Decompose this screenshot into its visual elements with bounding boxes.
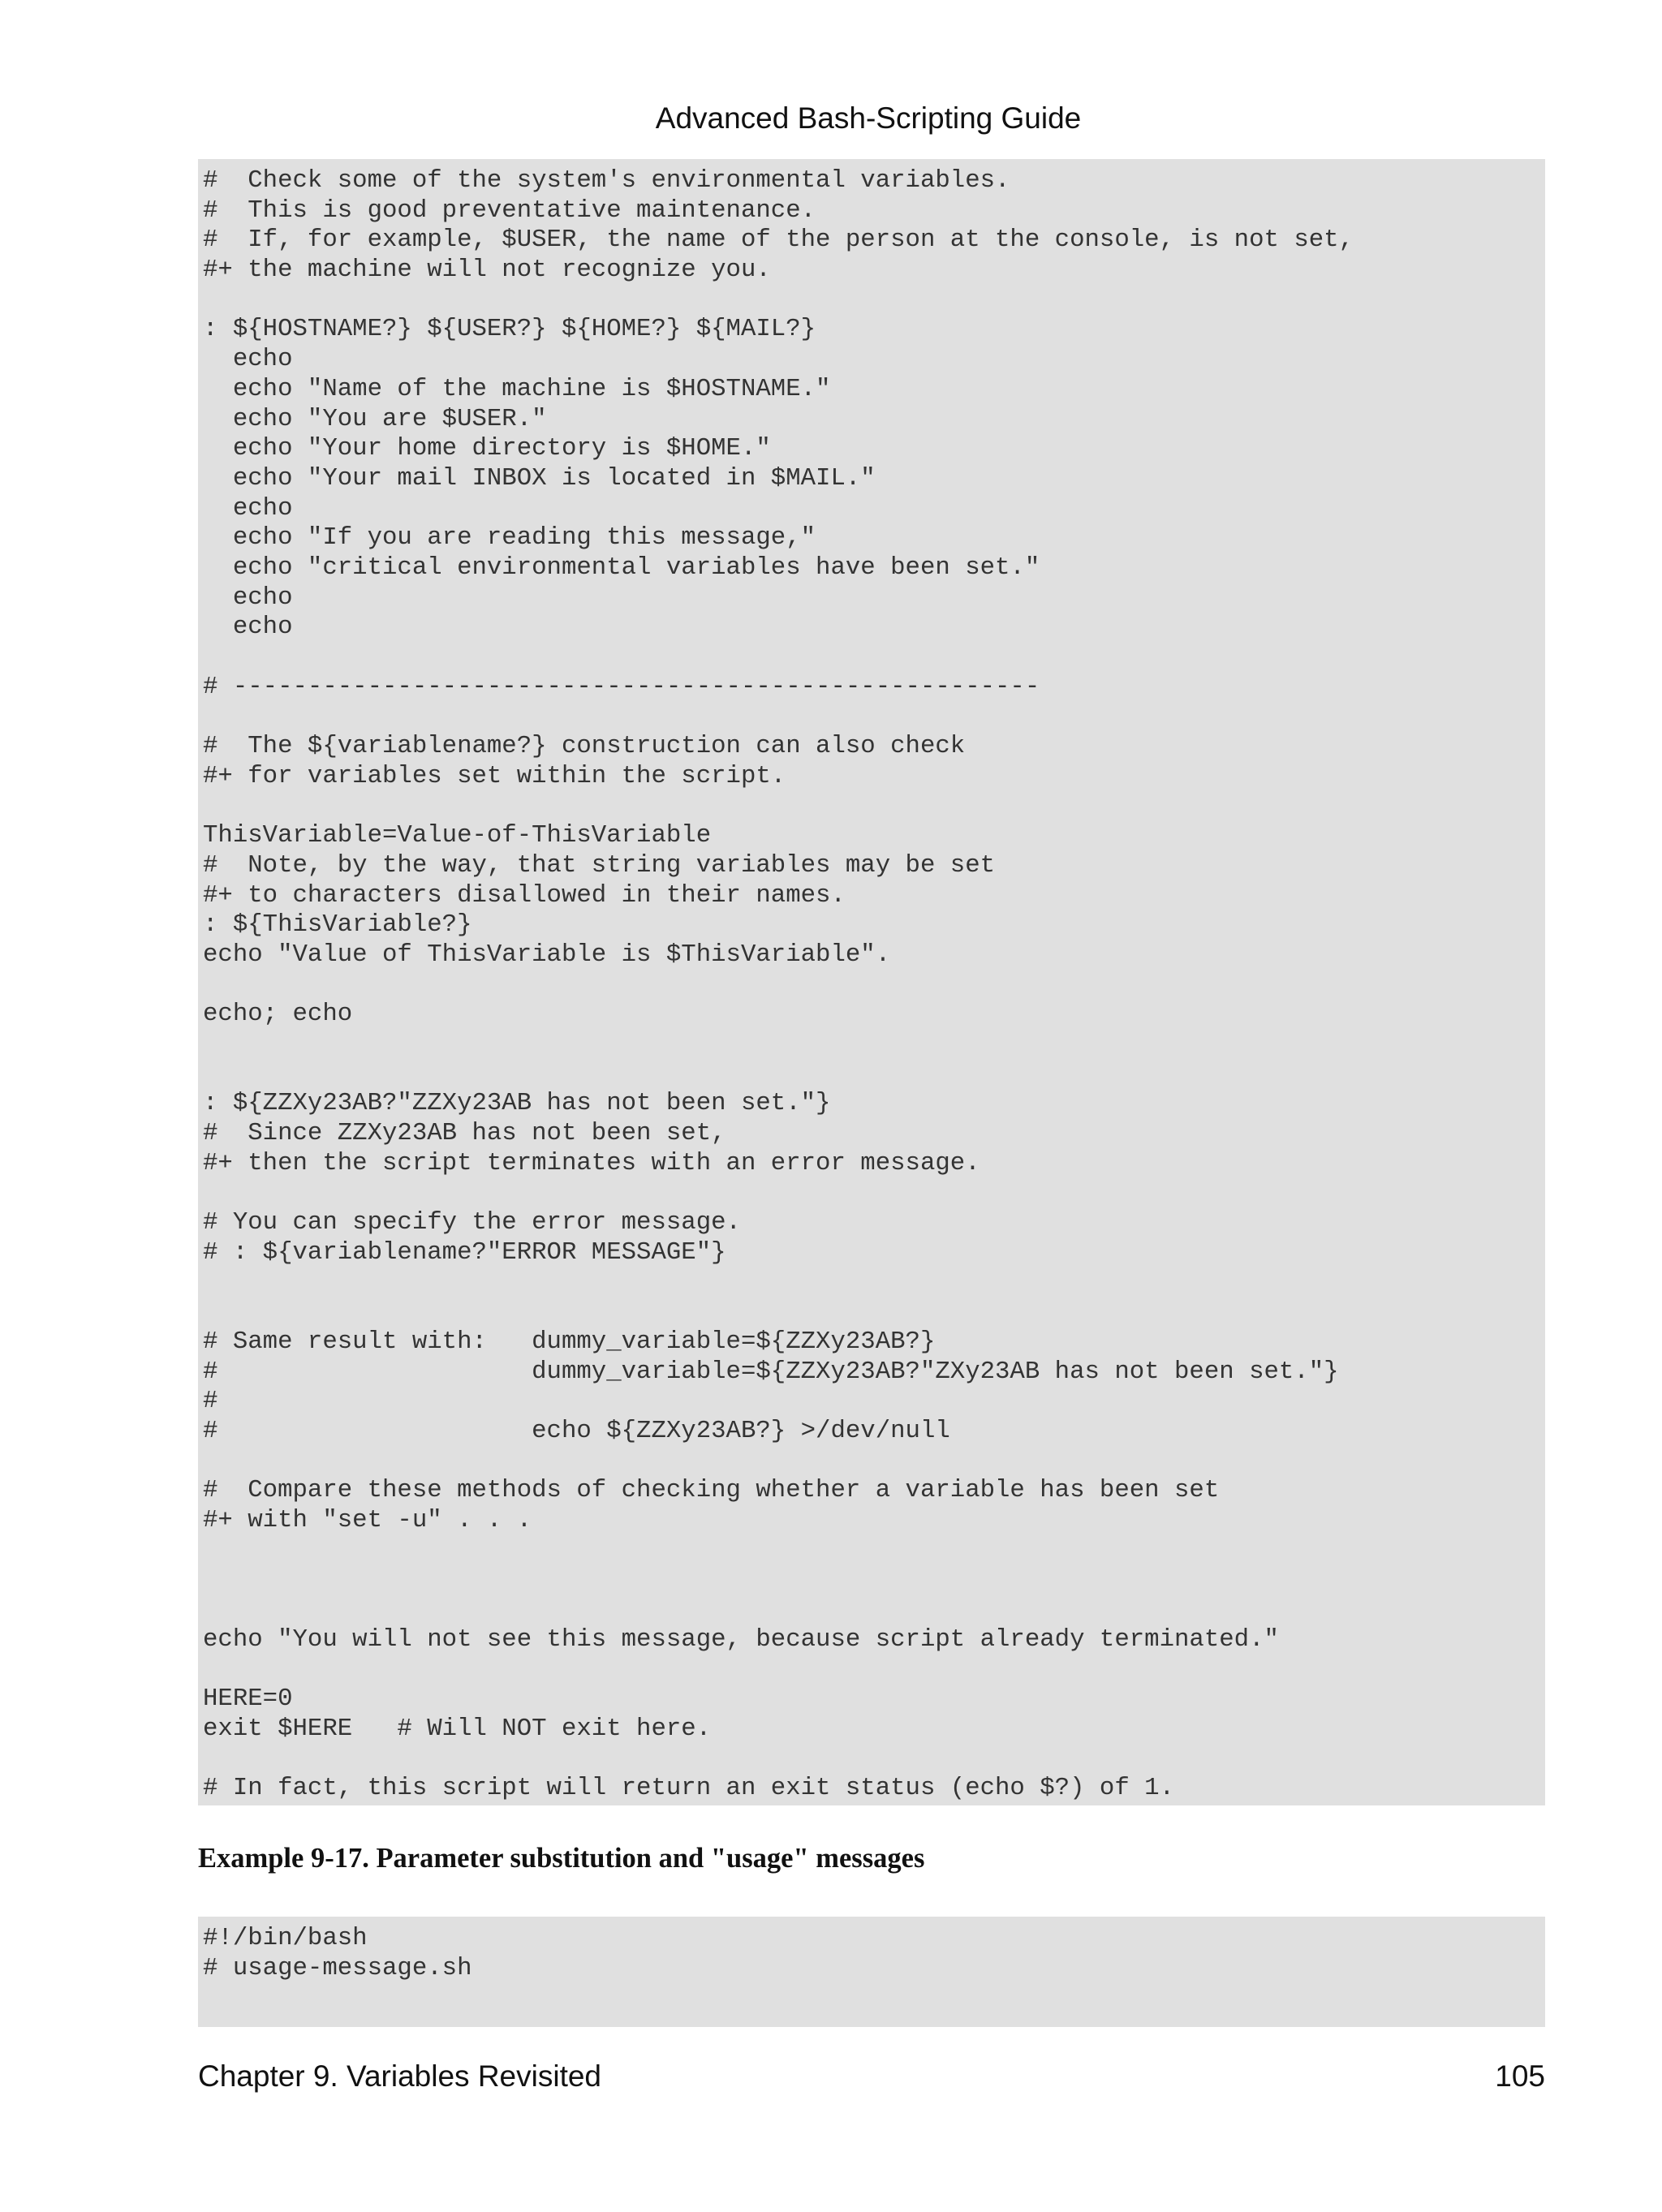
code-line: echo "You will not see this message, because script already terminated." — [203, 1625, 1279, 1654]
code-line: HERE=0 — [203, 1685, 293, 1714]
code-line — [203, 286, 1545, 316]
code-line — [203, 791, 1545, 821]
code-line: echo "Value of ThisVariable is $ThisVariable". — [203, 940, 891, 969]
code-line: exit $HERE # Will NOT exit here. — [203, 1714, 712, 1743]
code-line: #+ then the script terminates with an error message. — [203, 1148, 980, 1177]
code-line — [203, 1030, 1545, 1060]
footer-chapter-title: Chapter 9. Variables Revisited — [198, 2059, 602, 2093]
code-line: echo "If you are reading this message," — [203, 523, 816, 553]
code-line: echo — [203, 345, 293, 374]
code-line: echo — [203, 613, 293, 642]
code-line: # : ${variablename?"ERROR MESSAGE"} — [203, 1237, 726, 1267]
code-line — [203, 1267, 1545, 1298]
code-line: # Same result with: dummy_variable=${ZZXy23AB?} — [203, 1327, 936, 1356]
code-line — [203, 1178, 1545, 1208]
code-line — [203, 1298, 1545, 1328]
code-line: # — [203, 1387, 218, 1416]
example-title: Example 9-17. Parameter substitution and "usage" messages — [198, 1843, 925, 1874]
code-line: : ${HOSTNAME?} ${USER?} ${HOME?} ${MAIL?} — [203, 315, 816, 344]
code-line: #+ the machine will not recognize you. — [203, 256, 771, 285]
code-line — [203, 1060, 1545, 1090]
code-line: #+ for variables set within the script. — [203, 761, 786, 790]
code-line: # dummy_variable=${ZZXy23AB?"ZXy23AB has not been set."} — [203, 1357, 1339, 1386]
code-line: #+ to characters disallowed in their names. — [203, 880, 846, 910]
code-line: # Since ZZXy23AB has not been set, — [203, 1119, 726, 1147]
code-line: : ${ThisVariable?} — [203, 910, 472, 940]
code-line: : ${ZZXy23AB?"ZZXy23AB has not been set."} — [203, 1089, 831, 1118]
code-line: ThisVariable=Value-of-ThisVariable — [203, 821, 712, 850]
code-line — [203, 1655, 1545, 1685]
code-line: # Compare these methods of checking whether a variable has been set — [203, 1476, 1220, 1505]
code-line: # usage-message.sh — [203, 1953, 472, 1982]
code-line: # If, for example, $USER, the name of the person at the console, is not set, — [203, 226, 1354, 255]
code-line: echo — [203, 583, 293, 612]
code-line: # You can specify the error message. — [203, 1208, 741, 1237]
code-line: echo "critical environmental variables have been set." — [203, 553, 1040, 582]
code-line: echo "Your home directory is $HOME." — [203, 434, 771, 463]
code-line: # This is good preventative maintenance. — [203, 196, 816, 225]
code-line: #!/bin/bash — [203, 1924, 368, 1952]
code-listing-usage-message — [198, 1917, 1545, 2027]
code-line: # Note, by the way, that string variables may be set — [203, 850, 996, 880]
page-header: Advanced Bash-Scripting Guide — [655, 101, 1082, 135]
code-line: echo; echo — [203, 1000, 353, 1029]
code-line: # Check some of the system's environmental variables. — [203, 166, 1010, 195]
footer-page-number: 105 — [1495, 2059, 1545, 2093]
code-line — [203, 970, 1545, 1001]
code-line: echo "You are $USER." — [203, 404, 547, 433]
code-line: # The ${variablename?} construction can also check — [203, 732, 966, 761]
code-line — [203, 643, 1545, 673]
code-line: # echo ${ZZXy23AB?} >/dev/null — [203, 1416, 950, 1445]
code-line: echo "Name of the machine is $HOSTNAME." — [203, 374, 831, 403]
code-line: echo "Your mail INBOX is located in $MAIL." — [203, 463, 876, 493]
code-line: # ------------------------------------------------------ — [203, 672, 1040, 701]
code-line: # In fact, this script will return an exit status (echo $?) of 1. — [203, 1774, 1175, 1803]
code-line — [203, 1744, 1545, 1774]
code-listing — [198, 159, 1545, 1805]
code-line: echo — [203, 493, 293, 523]
code-line — [203, 1536, 1545, 1566]
code-line — [203, 1447, 1545, 1477]
code-line — [203, 1595, 1545, 1625]
code-line — [203, 702, 1545, 732]
code-line — [203, 1565, 1545, 1595]
code-line: #+ with "set -u" . . . — [203, 1505, 532, 1534]
